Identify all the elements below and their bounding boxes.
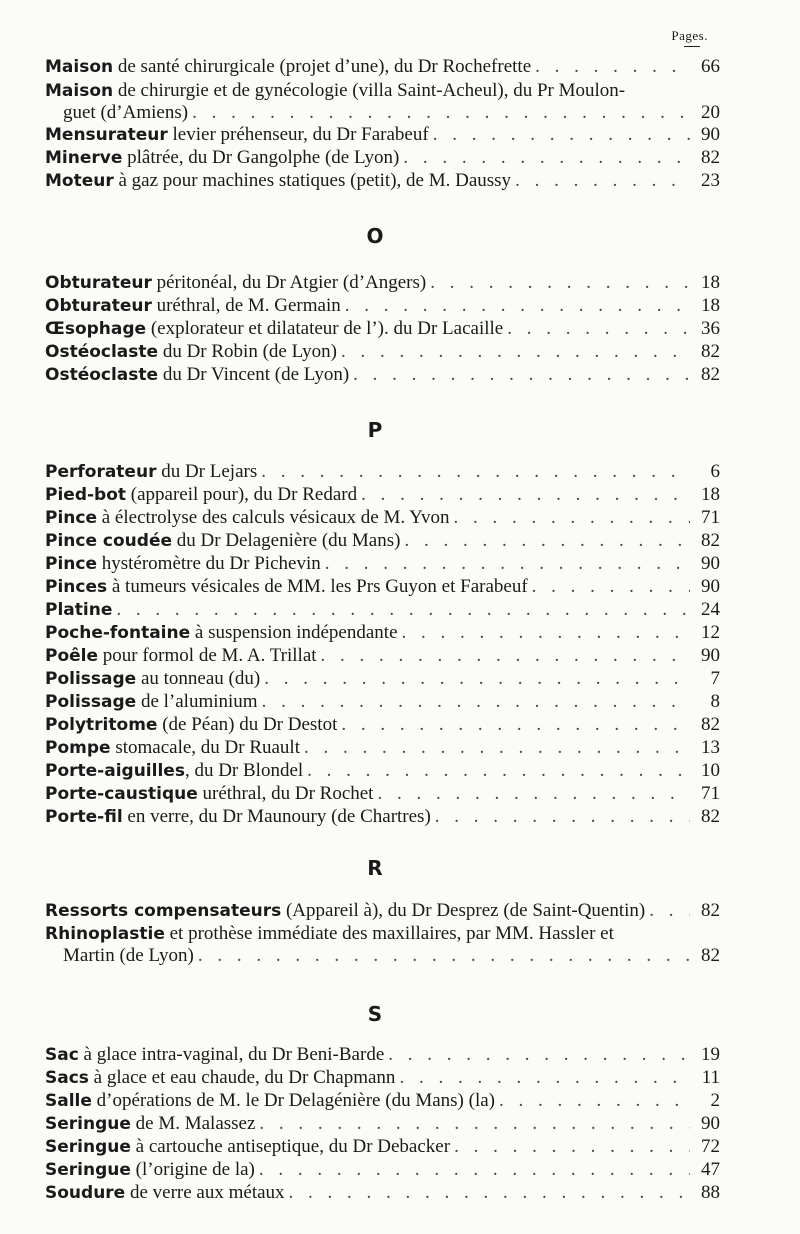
page-number: 13 [701,737,720,758]
index-entry: Polytritome (de Péan) du Dr Destot . . . 82 [45,714,720,736]
page-number: 23 [701,170,720,191]
index-entry: Sac à glace intra-vaginal, du Dr Beni-Barde . . . 19 [45,1044,720,1066]
page-number: 10 [701,760,720,781]
page-number: 82 [701,714,720,735]
index-entry: Œsophage (explorateur et dilatateur de l’). du Dr Lacaille . . . 36 [45,318,720,340]
section-letter-r: R [367,856,383,880]
index-entry: Polissage de l’aluminium . . . 8 [45,691,720,713]
index-entry: Ostéoclaste du Dr Robin (de Lyon) . . . 82 [45,341,720,363]
page-number: 19 [701,1044,720,1065]
page-number: 82 [701,364,720,385]
index-entry: Perforateur du Dr Lejars . . . 6 [45,461,720,483]
index-entry: Soudure de verre aux métaux . . . 88 [45,1182,720,1204]
page-number: 36 [701,318,720,339]
page-number: 2 [710,1090,720,1111]
index-entry: Seringue de M. Malassez . . . 90 [45,1113,720,1135]
page-number: 71 [701,507,720,528]
index-entry: Salle d’opérations de M. le Dr Delagénière (du Mans) (la) . . . 2 [45,1090,720,1112]
page-number: 24 [701,599,720,620]
index-entry: Sacs à glace et eau chaude, du Dr Chapmann . . . 11 [45,1067,720,1089]
page-number: 82 [701,945,720,966]
index-entry: Pompe stomacale, du Dr Ruault . . . 13 [45,737,720,759]
page-number: 90 [701,124,720,145]
index-entry: Porte-aiguilles, du Dr Blondel . . . 10 [45,760,720,782]
index-entry: Polissage au tonneau (du) . . . 7 [45,668,720,690]
index-entry: Moteur à gaz pour machines statiques (petit), de M. Daussy . . . 23 [45,170,720,192]
index-entry: Poche-fontaine à suspension indépendante . . . 12 [45,622,720,644]
index-entry: Pince à électrolyse des calculs vésicaux de M. Yvon . . . 71 [45,507,720,529]
index-entry: Obturateur péritonéal, du Dr Atgier (d’Angers) . . . 18 [45,272,720,294]
page-number: 90 [701,553,720,574]
page-number: 90 [701,645,720,666]
index-entry: Mensurateur levier préhenseur, du Dr Farabeuf . . . 90 [45,124,720,146]
section-letter-p: P [367,418,383,442]
index-entry: Seringue (l’origine de la) . . . 47 [45,1159,720,1181]
page-number: 66 [701,56,720,77]
page-number: 18 [701,484,720,505]
page-number: 88 [701,1182,720,1203]
index-entry: Ressorts compensateurs (Appareil à), du Dr Desprez (de Saint-Quentin) . . . 82 [45,900,720,922]
index-entry: Minerve plâtrée, du Dr Gangolphe (de Lyon) . . . 82 [45,147,720,169]
page-number: 82 [701,147,720,168]
index-entry: Pinces à tumeurs vésicales de MM. les Prs Guyon et Farabeuf . . . 90 [45,576,720,598]
index-entry: Pince coudée du Dr Delagenière (du Mans) . . . 82 [45,530,720,552]
section-letter-s: S [367,1002,383,1026]
index-entry: Pied-bot (appareil pour), du Dr Redard . . . 18 [45,484,720,506]
page-number: 6 [710,461,720,482]
index-entry: Platine . . . 24 [45,599,720,621]
page-number: 82 [701,530,720,551]
page-number: 82 [701,806,720,827]
page-number: 11 [701,1067,720,1088]
page-number: 71 [701,783,720,804]
page-number: 7 [710,668,720,689]
page-number: 90 [701,1113,720,1134]
index-entry: Maison de chirurgie et de gynécologie (villa Saint-Acheul), du Pr Moulon- guet (d’Amiens) . . . 20 [45,80,720,124]
index-entry: Ostéoclaste du Dr Vincent (de Lyon) . . . 82 [45,364,720,386]
index-entry: Maison de santé chirurgicale (projet d’une), du Dr Rochefrette . . . 66 [45,56,720,78]
index-entry: Poêle pour formol de M. A. Trillat . . . 90 [45,645,720,667]
page-number: 82 [701,900,720,921]
page-number: 18 [701,272,720,293]
index-entry: Rhinoplastie et prothèse immédiate des maxillaires, par MM. Hassler et Martin (de Lyon) . . . 82 [45,923,720,967]
page-number: 8 [710,691,720,712]
page-number: 12 [701,622,720,643]
index-entry: Obturateur uréthral, de M. Germain . . . 18 [45,295,720,317]
index-entry: Porte-caustique uréthral, du Dr Rochet . . . 71 [45,783,720,805]
page-number: 20 [701,102,720,123]
index-entry: Pince hystéromètre du Dr Pichevin . . . 90 [45,553,720,575]
pages-rule [684,46,700,47]
page-number: 82 [701,341,720,362]
page-number: 47 [701,1159,720,1180]
section-letter-o: O [366,224,384,248]
index-entry: Seringue à cartouche antiseptique, du Dr Debacker . . . 72 [45,1136,720,1158]
page-number: 72 [701,1136,720,1157]
pages-column-label: Pages. [671,28,708,43]
index-entry: Porte-fil en verre, du Dr Maunoury (de Chartres) . . . 82 [45,806,720,828]
page-number: 18 [701,295,720,316]
page-number: 90 [701,576,720,597]
